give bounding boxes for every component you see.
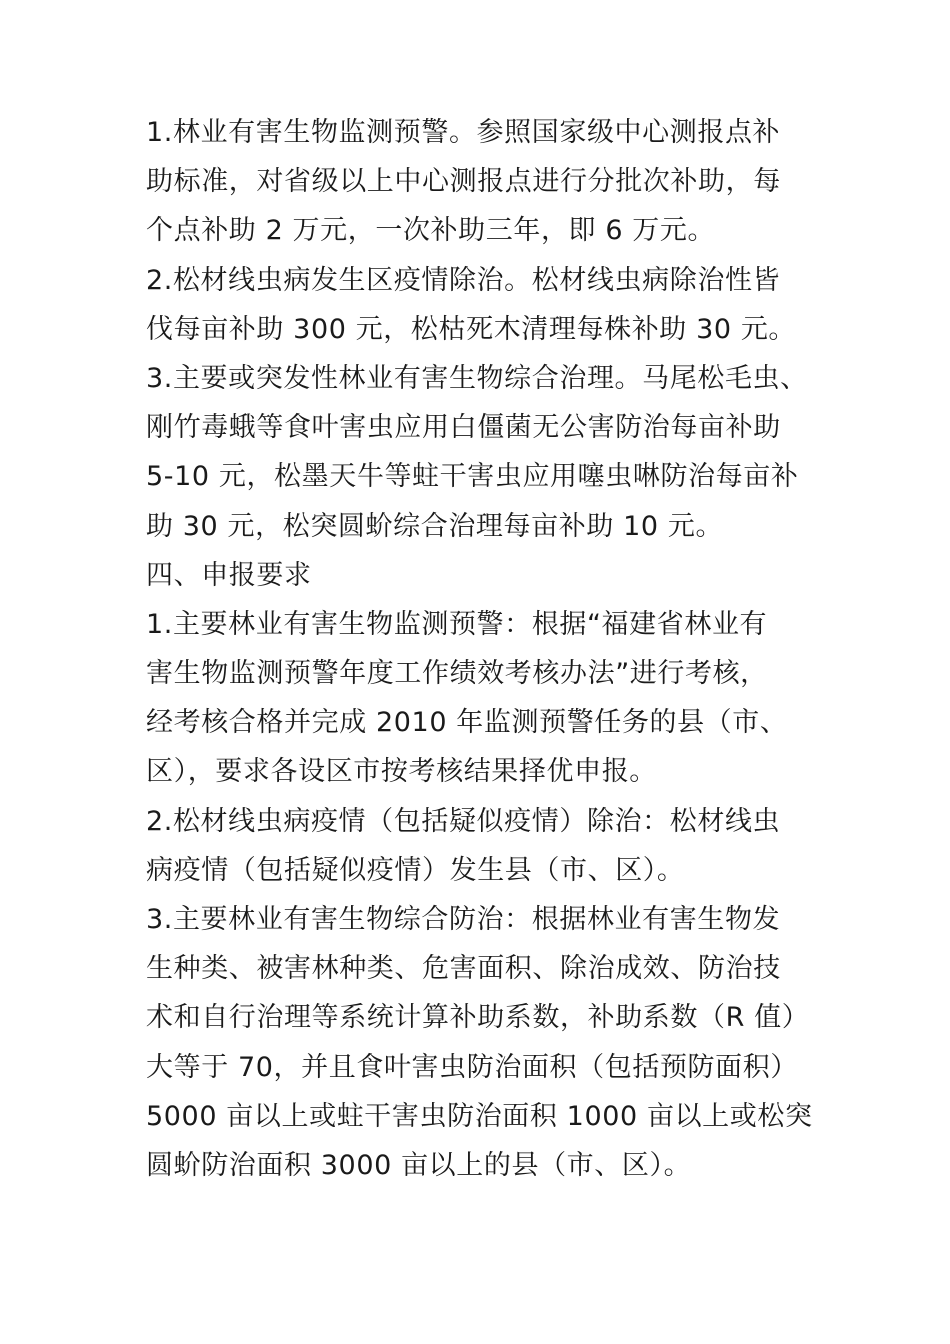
document-body [146,108,811,1190]
text-line-4: 2.松材线虫病发生区疫情除治。松材线虫病除治性皆 [146,264,781,296]
text-line-9: 助 30 元，松突圆蚧综合治理每亩补助 10 元。 [146,510,724,542]
text-line-7: 刚竹毒蛾等食叶害虫应用白僵菌无公害防治每亩补助 [146,412,781,444]
text-line-6: 3.主要或突发性林业有害生物综合治理。马尾松毛虫、 [146,362,808,394]
text-line-5: 伐每亩补助 300 元，松枯死木清理每株补助 30 元。 [146,313,797,345]
text-line-22: 圆蚧防治面积 3000 亩以上的县（市、区）。 [146,1149,692,1181]
text-line-19: 术和自行治理等系统计算补助系数，补助系数（R 值） [146,1002,810,1034]
text-line-16: 病疫情（包括疑似疫情）发生县（市、区）。 [146,854,685,886]
text-line-8: 5-10 元，松墨天牛等蛀干害虫应用噻虫啉防治每亩补 [146,461,799,493]
text-line-15: 2.松材线虫病疫情（包括疑似疫情）除治：松材线虫 [146,805,781,837]
text-line-17: 3.主要林业有害生物综合防治：根据林业有害生物发 [146,904,781,935]
text-line-20: 大等于 70，并且食叶害虫防治面积（包括预防面积） [146,1051,798,1083]
text-line-18: 生种类、被害林种类、危害面积、除治成效、防治技 [146,953,781,985]
text-line-11: 1.主要林业有害生物监测预警：根据“福建省林业有 [146,608,768,640]
text-line-3: 个点补助 2 万元，一次补助三年，即 6 万元。 [146,215,716,247]
text-line-14: 区），要求各设区市按考核结果择优申报。 [146,756,657,788]
text-line-12: 害生物监测预警年度工作绩效考核办法”进行考核， [146,658,768,690]
text-line-1: 1.林业有害生物监测预警。参照国家级中心测报点补 [146,117,781,148]
text-line-21: 5000 亩以上或蛀干害虫防治面积 1000 亩以上或松突 [146,1100,813,1132]
text-line-13: 经考核合格并完成 2010 年监测预警任务的县（市、 [146,707,788,739]
section-heading: 四、申报要求 [146,559,312,591]
text-line-2: 助标准，对省级以上中心测报点进行分批次补助，每 [146,166,781,198]
